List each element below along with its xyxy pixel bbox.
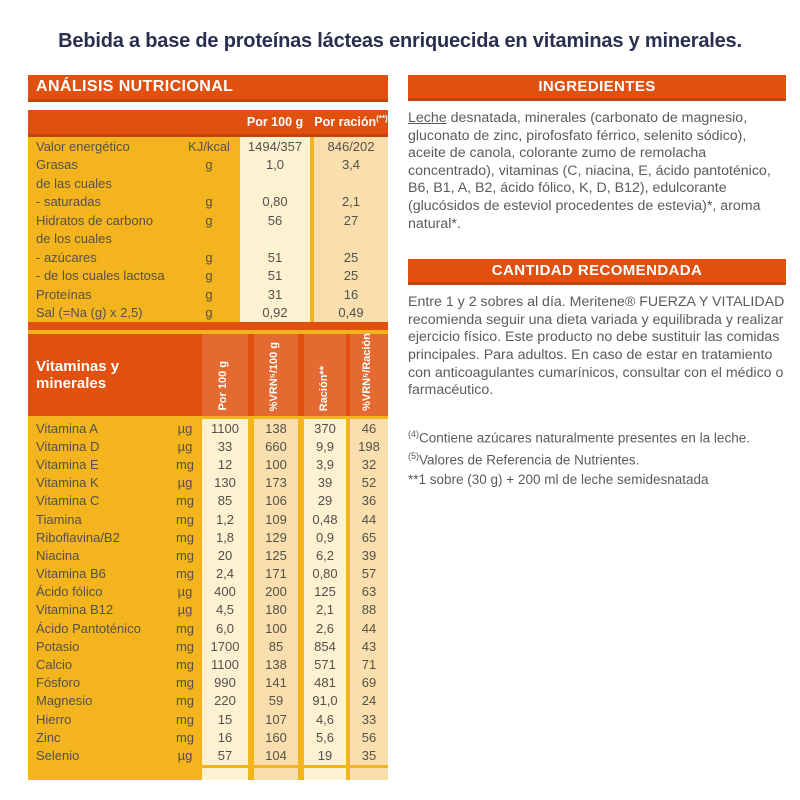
value-racion: 4,6 (304, 710, 346, 728)
nutrient-name: de los cuales (36, 231, 112, 247)
value-per-100g: 31 (240, 285, 310, 304)
value-vrn-racion: 36 (350, 492, 388, 510)
value-vrn-racion: 44 (350, 510, 388, 528)
recommended-section-header: CANTIDAD RECOMENDADA (408, 259, 786, 285)
table-row (28, 137, 388, 156)
nutrient-name: Hierro (36, 711, 72, 727)
value-per-100g: 130 (202, 474, 248, 492)
nutrient-unit: mg (175, 711, 195, 727)
value-vrn-racion: 24 (350, 692, 388, 710)
vit-col-header-per-100g: Por 100 g (217, 361, 229, 411)
nutrient-name: Fósforo (36, 675, 81, 691)
nutrient-name: Potasio (36, 638, 80, 654)
value-vrn-100g: 141 (254, 674, 298, 692)
nutrient-unit: µg (177, 602, 193, 618)
value-racion: 2,6 (304, 619, 346, 637)
value-vrn-100g: 104 (254, 746, 298, 764)
nutrient-unit: mg (175, 566, 195, 582)
table-row (28, 248, 388, 267)
value-vrn-racion: 52 (350, 474, 388, 492)
allergen-leche: Leche (408, 110, 447, 126)
value-racion: 370 (304, 419, 346, 437)
footnote-marker: (4) (408, 428, 419, 439)
value-racion: 19 (304, 746, 346, 764)
value-per-racion: 25 (314, 248, 388, 267)
footnote-serving: **1 sobre (30 g) + 200 ml de leche semidesnatada (408, 471, 709, 487)
value-vrn-100g: 171 (254, 565, 298, 583)
nutrient-name: Riboflavina/B2 (36, 529, 120, 545)
footnotes (408, 425, 786, 489)
nutrient-name: Sal (=Na (g) x 2,5) (36, 305, 143, 321)
value-racion: 91,0 (304, 692, 346, 710)
value-per-100g: 51 (240, 267, 310, 286)
value-per-100g: 57 (202, 746, 248, 764)
section-divider (28, 322, 388, 330)
value-per-racion: 27 (314, 211, 388, 230)
value-per-100g: 0,92 (240, 304, 310, 323)
table-row (28, 304, 388, 323)
nutrient-name: - de los cuales lactosa (36, 268, 165, 284)
value-vrn-100g: 138 (254, 419, 298, 437)
value-vrn-100g: 85 (254, 637, 298, 655)
nutrient-unit: mg (175, 511, 195, 527)
footnote-marker: (5) (408, 451, 419, 462)
nutrient-name: Vitamina D (36, 438, 100, 454)
value-vrn-100g: 200 (254, 583, 298, 601)
value-racion: 5,6 (304, 728, 346, 746)
value-per-100g: 15 (202, 710, 248, 728)
nutrient-name: Selenio (36, 747, 80, 763)
nutrient-name: Grasas (36, 157, 78, 173)
value-per-racion (314, 174, 388, 193)
footnote-4: $^{(4)}$Contiene azúcares naturalmente presentes en la leche. (408, 428, 750, 446)
value-vrn-racion: 65 (350, 528, 388, 546)
nutrient-name: Vitamina A (36, 420, 98, 436)
value-per-100g: 85 (202, 492, 248, 510)
value-vrn-100g: 109 (254, 510, 298, 528)
table-row (28, 728, 388, 746)
value-vrn-100g: 138 (254, 655, 298, 673)
value-racion: 9,9 (304, 437, 346, 455)
value-per-100g: 16 (202, 728, 248, 746)
vit-col-header-vrn-racion: %VRN⁵/Ración (361, 333, 373, 411)
table-row (28, 437, 388, 455)
value-vrn-racion: 39 (350, 546, 388, 564)
value-per-100g: 1494/357 (240, 137, 310, 156)
table-row (28, 474, 388, 492)
value-vrn-racion: 44 (350, 619, 388, 637)
nutrient-name: Valor energético (36, 138, 130, 154)
value-vrn-racion: 35 (350, 746, 388, 764)
nutrient-name: Vitamina K (36, 475, 99, 491)
table-row (28, 455, 388, 473)
value-per-100g: 6,0 (202, 619, 248, 637)
table-row (28, 692, 388, 710)
value-per-100g: 0,80 (240, 193, 310, 212)
value-per-100g: 51 (240, 248, 310, 267)
value-per-racion: 0,49 (314, 304, 388, 323)
table-row (28, 211, 388, 230)
value-per-racion: 2,1 (314, 193, 388, 212)
nutrient-unit: mg (175, 693, 195, 709)
value-vrn-racion: 63 (350, 583, 388, 601)
value-per-racion: 25 (314, 267, 388, 286)
racion-footnote-marker: (**) (376, 114, 388, 124)
nutrient-name: Niacina (36, 547, 80, 563)
value-per-100g: 2,4 (202, 565, 248, 583)
nutrient-unit: µg (177, 584, 193, 600)
value-per-racion: 846/202 (314, 137, 388, 156)
value-per-100g: 1100 (202, 655, 248, 673)
value-per-100g: 1100 (202, 419, 248, 437)
label-content (28, 75, 800, 780)
nutrient-name: de las cuales (36, 175, 112, 191)
value-vrn-100g: 180 (254, 601, 298, 619)
value-racion: 125 (304, 583, 346, 601)
value-vrn-100g: 160 (254, 728, 298, 746)
nutrient-name: Zinc (36, 729, 61, 745)
table-row (28, 528, 388, 546)
vit-col-header-vrn-100g: %VRN⁵/100 g (268, 341, 280, 411)
nutrient-unit: KJ/kcal (188, 138, 230, 154)
nutrient-unit: g (205, 286, 213, 302)
nutrient-name: Vitamina E (36, 456, 99, 472)
table-row (28, 156, 388, 175)
table-row (28, 546, 388, 564)
value-vrn-100g: 100 (254, 455, 298, 473)
nutrient-name: - azúcares (36, 249, 97, 265)
vit-col-header-racion: Ración** (318, 365, 330, 411)
value-per-100g (240, 230, 310, 249)
table-row (28, 285, 388, 304)
vitamins-section-header (28, 334, 388, 416)
value-per-racion: 16 (314, 285, 388, 304)
value-vrn-100g: 173 (254, 474, 298, 492)
value-racion: 0,80 (304, 565, 346, 583)
value-per-100g: 1,2 (202, 510, 248, 528)
value-per-100g: 20 (202, 546, 248, 564)
vitamins-rows (28, 416, 388, 765)
value-per-100g: 1,8 (202, 528, 248, 546)
table-row (28, 492, 388, 510)
value-vrn-racion: 33 (350, 710, 388, 728)
value-per-100g: 990 (202, 674, 248, 692)
value-vrn-100g: 106 (254, 492, 298, 510)
nutrient-name: Ácido Pantoténico (36, 620, 141, 636)
nutrient-name: Hidratos de carbono (36, 212, 154, 228)
nutrient-unit: µg (177, 438, 193, 454)
table-row (28, 174, 388, 193)
value-per-100g: 56 (240, 211, 310, 230)
value-vrn-100g: 59 (254, 692, 298, 710)
table-row (28, 583, 388, 601)
value-racion: 6,2 (304, 546, 346, 564)
nutrient-unit: µg (177, 747, 193, 763)
table-row (28, 193, 388, 212)
nutrition-rows (28, 137, 388, 322)
nutrient-name: Magnesio (36, 693, 93, 709)
nutrient-name: Ácido fólico (36, 584, 103, 600)
nutrient-name: Tiamina (36, 511, 82, 527)
table-row (28, 601, 388, 619)
value-per-100g: 220 (202, 692, 248, 710)
value-vrn-racion: 69 (350, 674, 388, 692)
value-vrn-racion: 198 (350, 437, 388, 455)
value-vrn-100g: 129 (254, 528, 298, 546)
info-panel (408, 75, 786, 780)
nutrient-unit: mg (175, 657, 195, 673)
value-racion: 481 (304, 674, 346, 692)
value-racion: 29 (304, 492, 346, 510)
value-vrn-racion: 32 (350, 455, 388, 473)
nutrition-section-header: ANÁLISIS NUTRICIONAL (28, 75, 388, 102)
nutrient-name: - saturadas (36, 194, 102, 210)
value-vrn-racion: 88 (350, 601, 388, 619)
nutrient-unit: g (205, 157, 213, 173)
value-vrn-100g: 107 (254, 710, 298, 728)
value-racion: 0,48 (304, 510, 346, 528)
value-per-100g: 4,5 (202, 601, 248, 619)
nutrient-unit: mg (175, 729, 195, 745)
nutrient-unit: mg (175, 620, 195, 636)
value-vrn-racion: 56 (350, 728, 388, 746)
value-vrn-100g: 125 (254, 546, 298, 564)
nutrient-unit: g (205, 268, 213, 284)
nutrient-unit: mg (175, 456, 195, 472)
nutrient-name: Calcio (36, 657, 73, 673)
value-vrn-racion: 57 (350, 565, 388, 583)
nutrient-unit: µg (177, 475, 193, 491)
value-per-racion (314, 230, 388, 249)
nutrient-unit: mg (175, 638, 195, 654)
table-row (28, 746, 388, 764)
nutrient-unit: mg (175, 529, 195, 545)
recommended-text: Entre 1 y 2 sobres al día. Meritene® FUERZA Y VITALIDAD recomienda seguir una dieta variada y equilibrada y realizar ejercicio físico. Este producto no debe sustituir las comidas principales. Para adultos. En caso de estar en tratamiento con anticoagulantes cumarínicos, consultar con el médico o farmacéutico. (408, 294, 785, 399)
value-vrn-100g: 100 (254, 619, 298, 637)
value-racion: 854 (304, 637, 346, 655)
vitamins-title: Vitaminas y minerales (36, 358, 120, 392)
value-vrn-racion: 43 (350, 637, 388, 655)
value-per-100g: 12 (202, 455, 248, 473)
table-row (28, 655, 388, 673)
table-row (28, 674, 388, 692)
col-header-per-racion: Por ración(**) (314, 114, 388, 130)
value-racion: 39 (304, 474, 346, 492)
value-per-100g: 33 (202, 437, 248, 455)
table-row (28, 710, 388, 728)
page-title: Bebida a base de proteínas lácteas enriquecida en vitaminas y minerales. (58, 30, 742, 52)
value-per-100g: 1700 (202, 637, 248, 655)
nutrient-unit: g (205, 305, 213, 321)
table-row (28, 419, 388, 437)
nutrient-unit: mg (175, 493, 195, 509)
footnote-5: $^{(5)}$Valores de Referencia de Nutrientes. (408, 451, 640, 468)
nutrition-column-headers (28, 110, 388, 137)
ingredients-text: Leche desnatada, minerales (carbonato de magnesio, gluconato de zinc, pirofosfato férrico, selenito sódico), aceite de canola, colorante zumo de remolacha concentrado), vitaminas (C, niacina, E, ácido pantoténico, B6, B1, A, B2, ácido fólico, K, D, B12), edulcorante (glucósidos de esteviol procedentes de estevia)*, aroma natural*. (408, 110, 771, 232)
table-row (28, 510, 388, 528)
nutrient-unit: g (205, 212, 213, 228)
value-vrn-racion: 46 (350, 419, 388, 437)
value-per-100g: 400 (202, 583, 248, 601)
table-footer-filler (28, 765, 388, 780)
value-racion: 571 (304, 655, 346, 673)
nutrient-unit: mg (175, 547, 195, 563)
ingredients-section-header: INGREDIENTES (408, 75, 786, 101)
nutrient-unit: µg (177, 420, 193, 436)
nutrient-name: Vitamina B12 (36, 602, 114, 618)
col-header-per-100g: Por 100 g (246, 115, 304, 129)
value-racion: 2,1 (304, 601, 346, 619)
table-row (28, 619, 388, 637)
value-racion: 0,9 (304, 528, 346, 546)
value-per-racion: 3,4 (314, 156, 388, 175)
table-row (28, 637, 388, 655)
table-row (28, 230, 388, 249)
table-row (28, 565, 388, 583)
value-per-100g: 1,0 (240, 156, 310, 175)
nutrient-unit: g (205, 194, 213, 210)
table-row (28, 267, 388, 286)
value-vrn-100g: 660 (254, 437, 298, 455)
nutrition-panel (28, 75, 388, 780)
nutrient-name: Proteínas (36, 286, 92, 302)
value-vrn-racion: 71 (350, 655, 388, 673)
nutrient-name: Vitamina B6 (36, 566, 106, 582)
value-per-100g (240, 174, 310, 193)
nutrient-unit: g (205, 249, 213, 265)
nutrient-name: Vitamina C (36, 493, 100, 509)
value-racion: 3,9 (304, 455, 346, 473)
nutrient-unit: mg (175, 675, 195, 691)
